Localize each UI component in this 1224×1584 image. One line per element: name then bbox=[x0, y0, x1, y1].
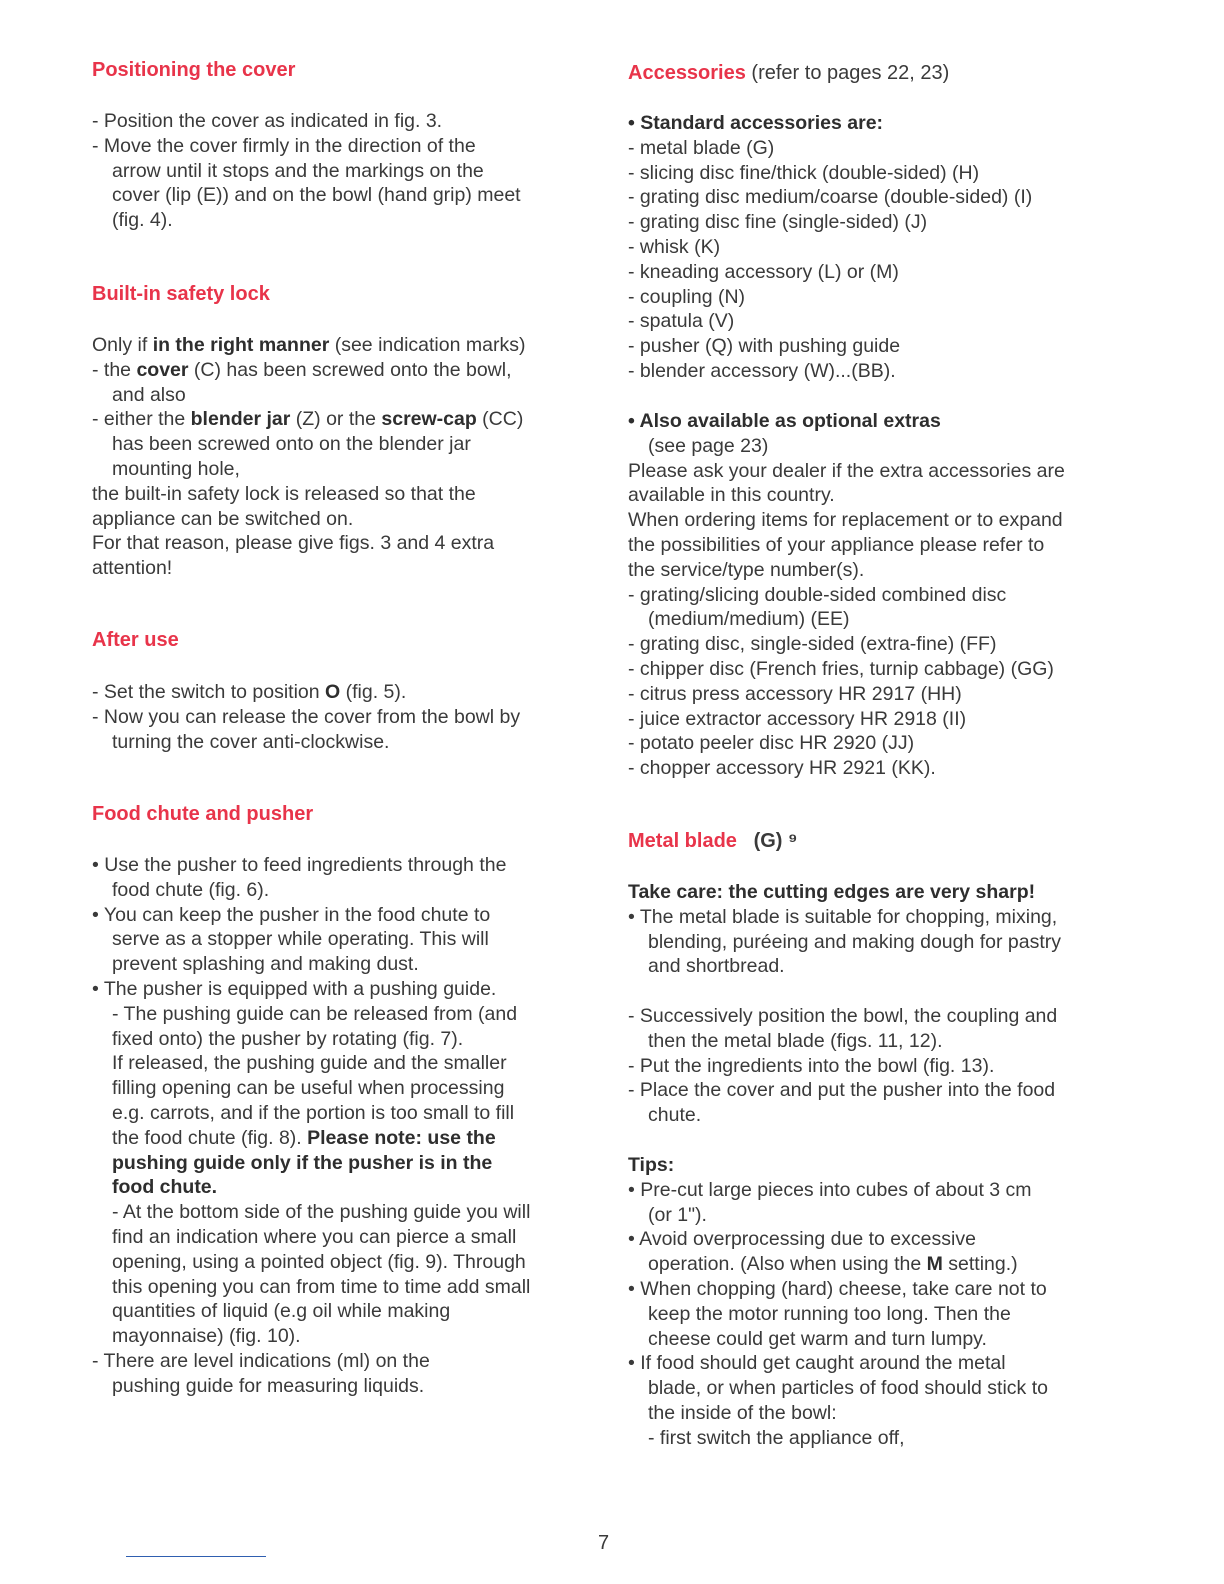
text-line: When ordering items for replacement or to expand bbox=[628, 509, 1063, 532]
text-line: fixed onto) the pusher by rotating (fig. 7). bbox=[112, 1027, 464, 1050]
list-item: - Place the cover and put the pusher into the food bbox=[628, 1079, 1056, 1102]
text-line: the food chute (fig. 8). Please note: use the bbox=[112, 1126, 496, 1149]
text-line: For that reason, please give figs. 3 and 4 extra bbox=[92, 532, 495, 555]
text-line: has been screwed onto on the blender jar bbox=[112, 433, 471, 456]
text-line: attention! bbox=[92, 557, 173, 580]
list-item: - grating/slicing double-sided combined disc bbox=[628, 583, 1007, 606]
list-item: - juice extractor accessory HR 2918 (II) bbox=[628, 707, 967, 730]
text-line: - the cover (C) has been screwed onto the bowl, bbox=[92, 358, 512, 381]
text-line: • The pusher is equipped with a pushing guide. bbox=[92, 977, 497, 1000]
page-number: 7 bbox=[598, 1532, 610, 1554]
list-item: - citrus press accessory HR 2917 (HH) bbox=[628, 682, 962, 705]
text-line: pushing guide only if the pusher is in the bbox=[112, 1151, 493, 1174]
text-line: mounting hole, bbox=[112, 457, 240, 480]
text-line: food chute (fig. 6). bbox=[112, 878, 270, 901]
text-line: the built-in safety lock is released so that the bbox=[92, 482, 476, 505]
text-line: available in this country. bbox=[628, 484, 835, 507]
text-line: mayonnaise) (fig. 10). bbox=[112, 1325, 301, 1348]
list-item: - spatula (V) bbox=[628, 310, 735, 333]
list-item: - kneading accessory (L) or (M) bbox=[628, 260, 899, 283]
text-line: keep the motor running too long. Then the bbox=[648, 1302, 1011, 1325]
text-line: find an indication where you can pierce a small bbox=[112, 1225, 517, 1248]
text-line: the possibilities of your appliance please refer to bbox=[628, 533, 1045, 556]
text-line: e.g. carrots, and if the portion is too small to fill bbox=[112, 1101, 515, 1124]
text-line: food chute. bbox=[112, 1176, 218, 1199]
text-line: • You can keep the pusher in the food chute to bbox=[92, 903, 491, 926]
text-line: pushing guide for measuring liquids. bbox=[112, 1374, 425, 1397]
heading-accessories: Accessories (refer to pages 22, 23) bbox=[628, 62, 950, 84]
text-line: • Pre-cut large pieces into cubes of about 3 cm bbox=[628, 1178, 1032, 1201]
list-item: - grating disc medium/coarse (double-sided) (I) bbox=[628, 186, 1033, 209]
text-line: quantities of liquid (e.g oil while making bbox=[112, 1300, 451, 1323]
text-line: - first switch the appliance off, bbox=[648, 1426, 905, 1449]
tips-title: Tips: bbox=[628, 1154, 675, 1176]
list-item: - grating disc fine (single-sided) (J) bbox=[628, 211, 928, 234]
text-line: • If food should get caught around the metal bbox=[628, 1352, 1006, 1375]
list-item: - pusher (Q) with pushing guide bbox=[628, 335, 901, 358]
text-line: • When chopping (hard) cheese, take care not to bbox=[628, 1277, 1047, 1300]
tips-text bbox=[628, 1153, 1148, 1451]
footer-rule bbox=[126, 1556, 266, 1557]
text-line: Only if in the right manner (see indication marks) bbox=[92, 334, 526, 356]
text-line: - The pushing guide can be released from (and bbox=[112, 1002, 518, 1025]
text-line: If released, the pushing guide and the smaller bbox=[112, 1052, 507, 1075]
positioning-text bbox=[92, 109, 592, 233]
list-item: - chopper accessory HR 2921 (KK). bbox=[628, 757, 936, 780]
list-item: then the metal blade (figs. 11, 12). bbox=[648, 1029, 943, 1052]
list-item: - whisk (K) bbox=[628, 235, 721, 258]
after-use-text bbox=[92, 680, 592, 754]
metal-blade-text bbox=[628, 880, 1148, 979]
list-item: - Successively position the bowl, the coupling and bbox=[628, 1005, 1058, 1027]
text-line: opening, using a pointed object (fig. 9). Through bbox=[112, 1250, 526, 1273]
safety-text bbox=[92, 333, 592, 581]
list-item: - coupling (N) bbox=[628, 285, 746, 308]
text-line: - Move the cover firmly in the direction of the bbox=[92, 134, 476, 157]
text-line: - There are level indications (ml) on the bbox=[92, 1349, 430, 1372]
metal-blade-steps bbox=[628, 1004, 1148, 1128]
heading-food-chute: Food chute and pusher bbox=[92, 803, 314, 825]
text-line: blending, puréeing and making dough for pastry bbox=[648, 930, 1062, 953]
text-line: and also bbox=[112, 383, 186, 406]
text-line: and shortbread. bbox=[648, 955, 785, 978]
text-line: appliance can be switched on. bbox=[92, 507, 354, 530]
text-line: - Position the cover as indicated in fig. 3. bbox=[92, 110, 443, 132]
text-line: prevent splashing and making dust. bbox=[112, 953, 419, 976]
heading-safety-lock: Built-in safety lock bbox=[92, 283, 270, 305]
text-line: Please ask your dealer if the extra accessories are bbox=[628, 459, 1065, 482]
text-line: - either the blender jar (Z) or the screw-cap (CC) bbox=[92, 408, 524, 431]
list-item: (medium/medium) (EE) bbox=[648, 608, 850, 631]
text-line: cover (lip (E)) and on the bowl (hand grip) meet bbox=[112, 184, 521, 207]
accessories-text bbox=[628, 111, 1148, 384]
list-item: - chipper disc (French fries, turnip cabbage) (GG) bbox=[628, 657, 1054, 680]
list-item: - slicing disc fine/thick (double-sided) (H) bbox=[628, 161, 980, 184]
text-line: • Avoid overprocessing due to excessive bbox=[628, 1228, 976, 1251]
text-line: turning the cover anti-clockwise. bbox=[112, 730, 390, 753]
text-line: • Standard accessories are: bbox=[628, 112, 884, 134]
text-line: the service/type number(s). bbox=[628, 558, 865, 581]
list-item: - blender accessory (W)...(BB). bbox=[628, 359, 896, 382]
list-item: - Put the ingredients into the bowl (fig. 13). bbox=[628, 1054, 995, 1077]
list-item: - metal blade (G) bbox=[628, 136, 775, 159]
footnote-mark: ⁹ bbox=[788, 830, 798, 852]
heading-after-use: After use bbox=[92, 629, 179, 651]
warning-text: Take care: the cutting edges are very sharp! bbox=[628, 881, 1036, 903]
text-line: this opening you can from time to time add small bbox=[112, 1275, 531, 1298]
list-item: chute. bbox=[648, 1104, 702, 1127]
text-line: (see page 23) bbox=[648, 434, 769, 457]
text-line: serve as a stopper while operating. This will bbox=[112, 928, 489, 951]
text-line: filling opening can be useful when processing bbox=[112, 1077, 505, 1100]
text-line: - At the bottom side of the pushing guide you will bbox=[112, 1201, 531, 1224]
text-line: blade, or when particles of food should stick to bbox=[648, 1377, 1048, 1400]
text-line: cheese could get warm and turn lumpy. bbox=[648, 1327, 987, 1350]
text-line: arrow until it stops and the markings on the bbox=[112, 159, 484, 182]
text-line: • Also available as optional extras bbox=[628, 410, 941, 432]
text-line: operation. (Also when using the M setting.) bbox=[648, 1253, 1018, 1276]
heading-positioning-cover: Positioning the cover bbox=[92, 59, 296, 81]
heading-metal-blade: Metal blade (G) ⁹ bbox=[628, 830, 798, 852]
food-chute-text bbox=[92, 853, 592, 1399]
text-line: (fig. 4). bbox=[112, 209, 173, 232]
list-item: - grating disc, single-sided (extra-fine) (FF) bbox=[628, 633, 997, 656]
text-line: (or 1"). bbox=[648, 1203, 707, 1226]
text-line: • The metal blade is suitable for chopping, mixing, bbox=[628, 905, 1058, 928]
list-item: - potato peeler disc HR 2920 (JJ) bbox=[628, 732, 915, 755]
text-line: the inside of the bowl: bbox=[648, 1401, 837, 1424]
text-line: • Use the pusher to feed ingredients through the bbox=[92, 854, 507, 876]
text-line: - Now you can release the cover from the bowl by bbox=[92, 705, 521, 728]
text-line: - Set the switch to position O (fig. 5). bbox=[92, 681, 407, 703]
optional-extras-text bbox=[628, 409, 1148, 781]
